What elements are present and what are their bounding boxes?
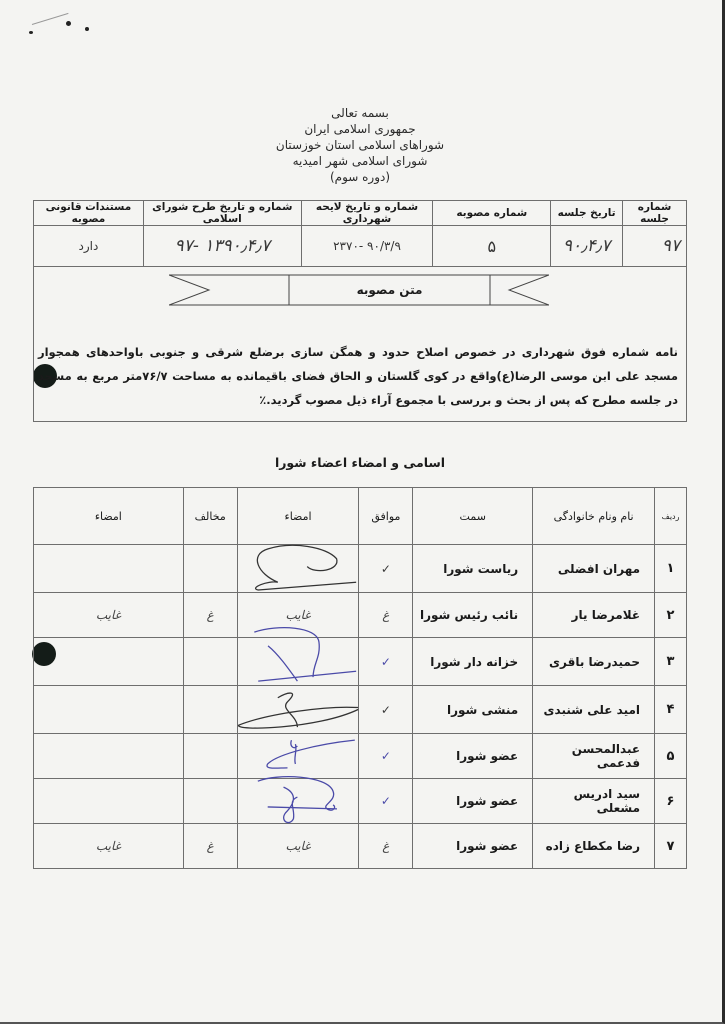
signature-icon bbox=[238, 638, 359, 685]
council-plan-value: ۱۳۹۰٫۴٫۷ -۹۷ bbox=[143, 226, 301, 267]
header-role: سمت bbox=[413, 488, 533, 545]
resolution-body-text: نامه شماره فوق شهرداری در خصوص اصلاح حدود و همگن سازی برضلع شرقی و جنوبی باواحدهای همجوار مسجد علی ابن موسی الرضا(ع)واقع در کوی گلستان و الحاق فضای باقیمانده به مساحت ۷۶/۷متر مربع به مسجد در جلسه مطرح که پس از بحث و بررسی با مجموع آراء ذیل مصوب گردید.٪ bbox=[38, 345, 678, 407]
agree-checkmark-icon: ✓ bbox=[359, 545, 413, 593]
legal-documents-value: دارد bbox=[34, 226, 144, 267]
resolution-banner-label: متن مصوبه bbox=[356, 283, 423, 297]
member-name: حمیدرضا باقری bbox=[533, 638, 655, 686]
table-row bbox=[34, 779, 687, 824]
agree-checkmark-icon: ✓ bbox=[359, 779, 413, 824]
signature-agree-absent: غایب bbox=[237, 593, 359, 638]
header-row-no: ردیف bbox=[655, 488, 687, 545]
agree-absent-mark: غ bbox=[359, 824, 413, 869]
signature-oppose-absent: غایب bbox=[34, 593, 184, 638]
member-name: مهران افضلی bbox=[533, 545, 655, 593]
table-row bbox=[34, 686, 687, 734]
table-row bbox=[34, 593, 687, 638]
agree-absent-mark: غ bbox=[359, 593, 413, 638]
oppose-mark bbox=[183, 686, 237, 734]
session-date-value: ۹۰٫۴٫۷ bbox=[551, 226, 623, 267]
signature-agree bbox=[237, 779, 359, 824]
row-number: ۲ bbox=[655, 593, 687, 638]
header-legal-documents: مستندات قانونی مصوبه bbox=[34, 201, 144, 226]
header-session-number: شماره جلسه bbox=[623, 201, 687, 226]
signature-agree bbox=[237, 686, 359, 734]
resolution-info-table bbox=[33, 200, 687, 267]
resolution-text-box bbox=[33, 262, 687, 422]
oppose-absent-mark: غ bbox=[183, 824, 237, 869]
council-members-table bbox=[33, 487, 687, 869]
signature-oppose bbox=[34, 638, 184, 686]
signature-icon bbox=[238, 545, 359, 592]
session-number-value: ۹۷ bbox=[623, 226, 687, 267]
municipal-bill-value: ۹۰/۳/۹ -۲۳۷۰ bbox=[301, 226, 433, 267]
row-number: ۵ bbox=[655, 734, 687, 779]
header-municipal-bill: شماره و تاریخ لایحه شهرداری bbox=[301, 201, 433, 226]
header-oppose: مخالف bbox=[183, 488, 237, 545]
oppose-mark bbox=[183, 734, 237, 779]
info-value-row bbox=[34, 226, 687, 267]
header-full-name: نام ونام خانوادگی bbox=[533, 488, 655, 545]
oppose-mark bbox=[183, 638, 237, 686]
table-row bbox=[34, 824, 687, 869]
agree-checkmark-icon: ✓ bbox=[359, 638, 413, 686]
signature-oppose bbox=[34, 545, 184, 593]
header-signature-oppose: امضاء bbox=[34, 488, 184, 545]
row-number: ۴ bbox=[655, 686, 687, 734]
oppose-absent-mark: غ bbox=[183, 593, 237, 638]
signature-oppose bbox=[34, 779, 184, 824]
header-country: جمهوری اسلامی ایران bbox=[304, 122, 416, 136]
signature-oppose bbox=[34, 686, 184, 734]
info-header-row bbox=[34, 201, 687, 226]
row-number: ۳ bbox=[655, 638, 687, 686]
table-row bbox=[34, 734, 687, 779]
signature-oppose-absent: غایب bbox=[34, 824, 184, 869]
oppose-mark bbox=[183, 545, 237, 593]
signature-agree bbox=[237, 638, 359, 686]
row-number: ۶ bbox=[655, 779, 687, 824]
scan-speck bbox=[29, 31, 33, 34]
row-number: ۱ bbox=[655, 545, 687, 593]
table-row bbox=[34, 545, 687, 593]
header-session-date: تاریخ جلسه bbox=[551, 201, 623, 226]
signature-agree bbox=[237, 734, 359, 779]
member-role: عضو شورا bbox=[413, 779, 533, 824]
resolution-number-value: ۵ bbox=[433, 226, 551, 267]
signature-oppose bbox=[34, 734, 184, 779]
scan-streak bbox=[32, 13, 69, 25]
header-term: (دوره سوم) bbox=[329, 170, 391, 184]
header-council-plan: شماره و تاریخ طرح شورای اسلامی bbox=[143, 201, 301, 226]
member-role: نائب رئیس شورا bbox=[413, 593, 533, 638]
member-role: ریاست شورا bbox=[413, 545, 533, 593]
header-agree: موافق bbox=[359, 488, 413, 545]
agree-checkmark-icon: ✓ bbox=[359, 686, 413, 734]
table-row bbox=[34, 638, 687, 686]
row-number: ۷ bbox=[655, 824, 687, 869]
header-city-council: شورای اسلامی شهر امیدیه bbox=[292, 154, 428, 168]
member-role: عضو شورا bbox=[413, 734, 533, 779]
scan-speck bbox=[66, 21, 71, 26]
resolution-banner bbox=[169, 274, 549, 306]
member-name: امید علی شنبدی bbox=[533, 686, 655, 734]
letterhead bbox=[240, 105, 480, 185]
member-name: غلامرضا یار bbox=[533, 593, 655, 638]
signature-icon bbox=[238, 686, 359, 733]
header-signature-agree: امضاء bbox=[237, 488, 359, 545]
members-section-title: اسامی و امضاء اعضاء شورا bbox=[274, 455, 446, 470]
oppose-mark bbox=[183, 779, 237, 824]
member-name: رضا مکطاع زاده bbox=[533, 824, 655, 869]
member-role: عضو شورا bbox=[413, 824, 533, 869]
signature-icon bbox=[238, 779, 359, 823]
member-name: عبدالمحسن فدعمی bbox=[533, 734, 655, 779]
header-bismillah: بسمه تعالی bbox=[331, 106, 389, 120]
signature-icon bbox=[238, 734, 359, 778]
member-role: خزانه دار شورا bbox=[413, 638, 533, 686]
members-header-row bbox=[34, 488, 687, 545]
header-resolution-number: شماره مصوبه bbox=[433, 201, 551, 226]
member-role: منشی شورا bbox=[413, 686, 533, 734]
signature-agree bbox=[237, 545, 359, 593]
header-province-councils: شوراهای اسلامی استان خوزستان bbox=[275, 138, 445, 152]
member-name: سید ادریس مشعلی bbox=[533, 779, 655, 824]
scan-speck bbox=[85, 27, 89, 31]
signature-agree-absent: غایب bbox=[237, 824, 359, 869]
agree-checkmark-icon: ✓ bbox=[359, 734, 413, 779]
